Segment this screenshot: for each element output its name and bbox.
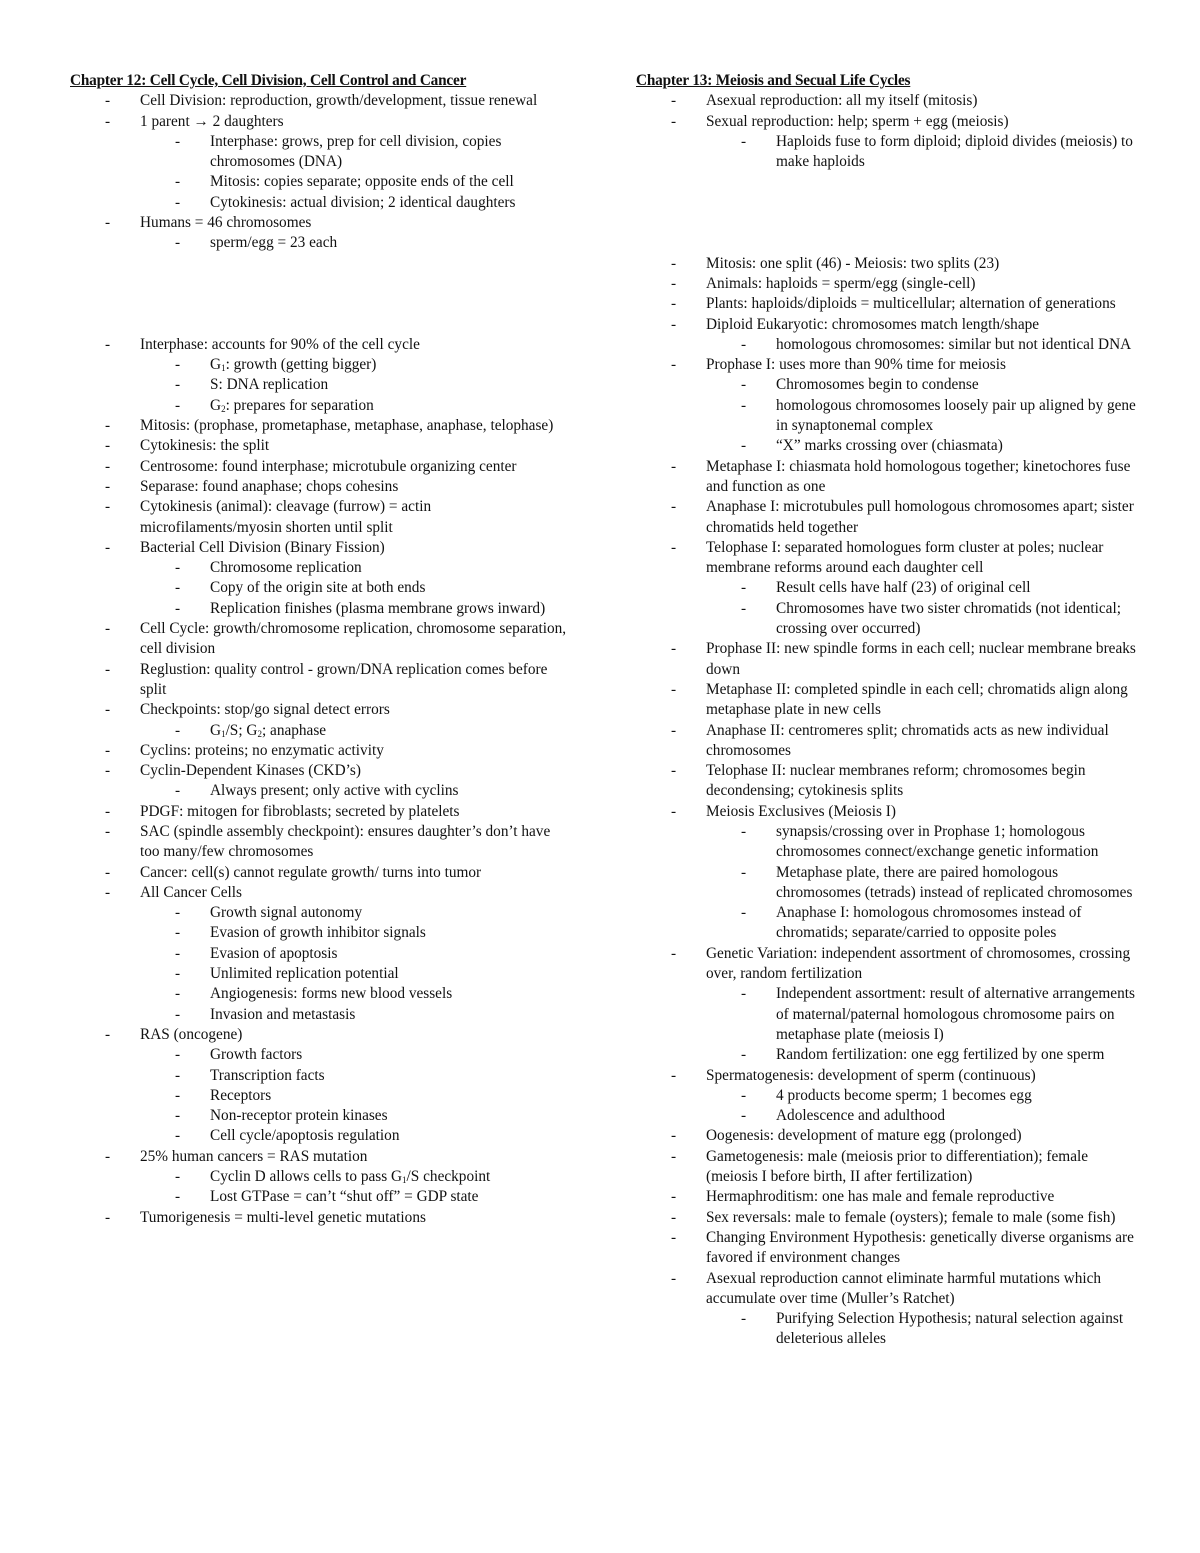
list-item: - Cyclins: proteins; no enzymatic activity: [70, 741, 570, 761]
list-item: - Random fertilization: one egg fertilized by one sperm: [636, 1045, 1136, 1065]
list-item: - Tumorigenesis = multi-level genetic mutations: [70, 1208, 570, 1228]
list-item: - Non-receptor protein kinases: [70, 1106, 570, 1126]
list-item: - “X” marks crossing over (chiasmata): [636, 436, 1136, 456]
list-item: - Cell Cycle: growth/chromosome replication, chromosome separation, cell division: [70, 619, 570, 660]
list-item: - synapsis/crossing over in Prophase 1; homologous chromosomes connect/exchange genetic information: [636, 822, 1136, 863]
list-item: - Lost GTPase = can’t “shut off” = GDP state: [70, 1187, 570, 1207]
list-item: - sperm/egg = 23 each: [70, 233, 570, 253]
list-item: - $G_1$: growth (getting bigger): [70, 355, 570, 375]
list-item: - Asexual reproduction cannot eliminate harmful mutations which accumulate over time (Muller’s Ratchet): [636, 1269, 1136, 1310]
list-item: - Invasion and metastasis: [70, 1005, 570, 1025]
list-item: - S: DNA replication: [70, 375, 570, 395]
list-item: - Telophase II: nuclear membranes reform; chromosomes begin decondensing; cytokinesis splits: [636, 761, 1136, 802]
list-item: - Sexual reproduction: help; sperm + egg (meiosis): [636, 112, 1136, 132]
list-item: - Centrosome: found interphase; microtubule organizing center: [70, 457, 570, 477]
list-item: - Cytokinesis (animal): cleavage (furrow) = actin microfilaments/myosin shorten until split: [70, 497, 570, 538]
list-item: - Replication finishes (plasma membrane grows inward): [70, 599, 570, 619]
list-item: - Metaphase plate, there are paired homologous chromosomes (tetrads) instead of replicated chromosomes: [636, 863, 1136, 904]
list-item: - 25% human cancers = RAS mutation: [70, 1147, 570, 1167]
list-item: - Prophase II: new spindle forms in each cell; nuclear membrane breaks down: [636, 639, 1136, 680]
list-item: - Transcription facts: [70, 1066, 570, 1086]
list-item: - Anaphase II: centromeres split; chromatids acts as new individual chromosomes: [636, 721, 1136, 762]
list-item: - Evasion of apoptosis: [70, 944, 570, 964]
list-item: - Chromosome replication: [70, 558, 570, 578]
list-item: - Cancer: cell(s) cannot regulate growth/ turns into tumor: [70, 863, 570, 883]
list-item: - Metaphase I: chiasmata hold homologous together; kinetochores fuse and function as one: [636, 457, 1136, 498]
list-item: - Mitosis: copies separate; opposite ends of the cell: [70, 172, 570, 192]
list-item: - Humans = 46 chromosomes: [70, 213, 570, 233]
list-item: - Telophase I: separated homologues form cluster at poles; nuclear membrane reforms around each daughter cell: [636, 538, 1136, 579]
list-item: - Plants: haploids/diploids = multicellular; alternation of generations: [636, 294, 1136, 314]
chapter-12-title: Chapter 12: Cell Cycle, Cell Division, Cell Control and Cancer: [70, 72, 467, 89]
list-item: - Evasion of growth inhibitor signals: [70, 923, 570, 943]
list-item: - Diploid Eukaryotic: chromosomes match length/shape: [636, 315, 1136, 335]
list-item: - homologous chromosomes: similar but not identical DNA: [636, 335, 1136, 355]
list-item: - Copy of the origin site at both ends: [70, 578, 570, 598]
list-item: - RAS (oncogene): [70, 1025, 570, 1045]
list-item: - Angiogenesis: forms new blood vessels: [70, 984, 570, 1004]
list-item: - 4 products become sperm; 1 becomes egg: [636, 1086, 1136, 1106]
list-item: - Receptors: [70, 1086, 570, 1106]
list-item: - Unlimited replication potential: [70, 964, 570, 984]
list-item: - Meiosis Exclusives (Meiosis I): [636, 802, 1136, 822]
spacer: [636, 172, 1136, 253]
list-item: - Genetic Variation: independent assortment of chromosomes, crossing over, random fertilization: [636, 944, 1136, 985]
list-item: - Cyclin D allows cells to pass $G_1/S$ checkpoint: [70, 1167, 570, 1187]
list-item: - SAC (spindle assembly checkpoint): ensures daughter’s don’t have too many/few chromosomes: [70, 822, 570, 863]
chapter-12-notes: [70, 91, 570, 253]
list-item: - Haploids fuse to form diploid; diploid divides (meiosis) to make haploids: [636, 132, 1136, 173]
list-item: - Independent assortment: result of alternative arrangements of maternal/paternal homologous chromosome pairs on metaphase plate (meiosis I): [636, 984, 1136, 1045]
list-item: - All Cancer Cells: [70, 883, 570, 903]
list-item: - Adolescence and adulthood: [636, 1106, 1136, 1126]
right-column: [636, 71, 1136, 1350]
spacer: [70, 254, 570, 335]
list-item: - Chromosomes begin to condense: [636, 375, 1136, 395]
list-item: - Cytokinesis: the split: [70, 436, 570, 456]
list-item: - Changing Environment Hypothesis: genetically diverse organisms are favored if environment changes: [636, 1228, 1136, 1269]
list-item: - Metaphase II: completed spindle in each cell; chromatids align along metaphase plate in new cells: [636, 680, 1136, 721]
list-item: - $G_2$: prepares for separation: [70, 396, 570, 416]
list-item: - Cell cycle/apoptosis regulation: [70, 1126, 570, 1146]
list-item: - Chromosomes have two sister chromatids (not identical; crossing over occurred): [636, 599, 1136, 640]
chapter-13-notes: [636, 91, 1136, 172]
list-item: - Purifying Selection Hypothesis; natural selection against deleterious alleles: [636, 1309, 1136, 1350]
list-item: - Bacterial Cell Division (Binary Fission): [70, 538, 570, 558]
list-item: - Cyclin-Dependent Kinases (CKD’s): [70, 761, 570, 781]
list-item: - 1 parent → 2 daughters: [70, 112, 570, 132]
list-item: - Anaphase I: homologous chromosomes instead of chromatids; separate/carried to opposite poles: [636, 903, 1136, 944]
list-item: - Growth factors: [70, 1045, 570, 1065]
list-item: - Separase: found anaphase; chops cohesins: [70, 477, 570, 497]
list-item: - $G_1/S$; $G_2$; anaphase: [70, 721, 570, 741]
list-item: - Result cells have half (23) of original cell: [636, 578, 1136, 598]
list-item: - Growth signal autonomy: [70, 903, 570, 923]
list-item: - Spermatogenesis: development of sperm (continuous): [636, 1066, 1136, 1086]
list-item: - PDGF: mitogen for fibroblasts; secreted by platelets: [70, 802, 570, 822]
list-item: - Oogenesis: development of mature egg (prolonged): [636, 1126, 1136, 1146]
list-item: - Hermaphroditism: one has male and female reproductive: [636, 1187, 1136, 1207]
list-item: - Sex reversals: male to female (oysters); female to male (some fish): [636, 1208, 1136, 1228]
list-item: - Checkpoints: stop/go signal detect errors: [70, 700, 570, 720]
list-item: - Interphase: grows, prep for cell division, copies chromosomes (DNA): [70, 132, 570, 173]
left-column: [70, 71, 570, 1228]
list-item: - Mitosis: (prophase, prometaphase, metaphase, anaphase, telophase): [70, 416, 570, 436]
list-item: - Gametogenesis: male (meiosis prior to differentiation); female (meiosis I before birth, II after fertilization): [636, 1147, 1136, 1188]
list-item: - Mitosis: one split (46) - Meiosis: two splits (23): [636, 254, 1136, 274]
list-item: - Reglustion: quality control - grown/DNA replication comes before split: [70, 660, 570, 701]
list-item: - homologous chromosomes loosely pair up aligned by gene in synaptonemal complex: [636, 396, 1136, 437]
list-item: - Interphase: accounts for 90% of the cell cycle: [70, 335, 570, 355]
list-item: - Anaphase I: microtubules pull homologous chromosomes apart; sister chromatids held together: [636, 497, 1136, 538]
list-item: - Asexual reproduction: all my itself (mitosis): [636, 91, 1136, 111]
list-item: - Cytokinesis: actual division; 2 identical daughters: [70, 193, 570, 213]
list-item: - Animals: haploids = sperm/egg (single-cell): [636, 274, 1136, 294]
list-item: - Cell Division: reproduction, growth/development, tissue renewal: [70, 91, 570, 111]
list-item: - Always present; only active with cyclins: [70, 781, 570, 801]
chapter-13-title: Chapter 13: Meiosis and Secual Life Cycles: [636, 72, 911, 89]
list-item: - Prophase I: uses more than 90% time for meiosis: [636, 355, 1136, 375]
